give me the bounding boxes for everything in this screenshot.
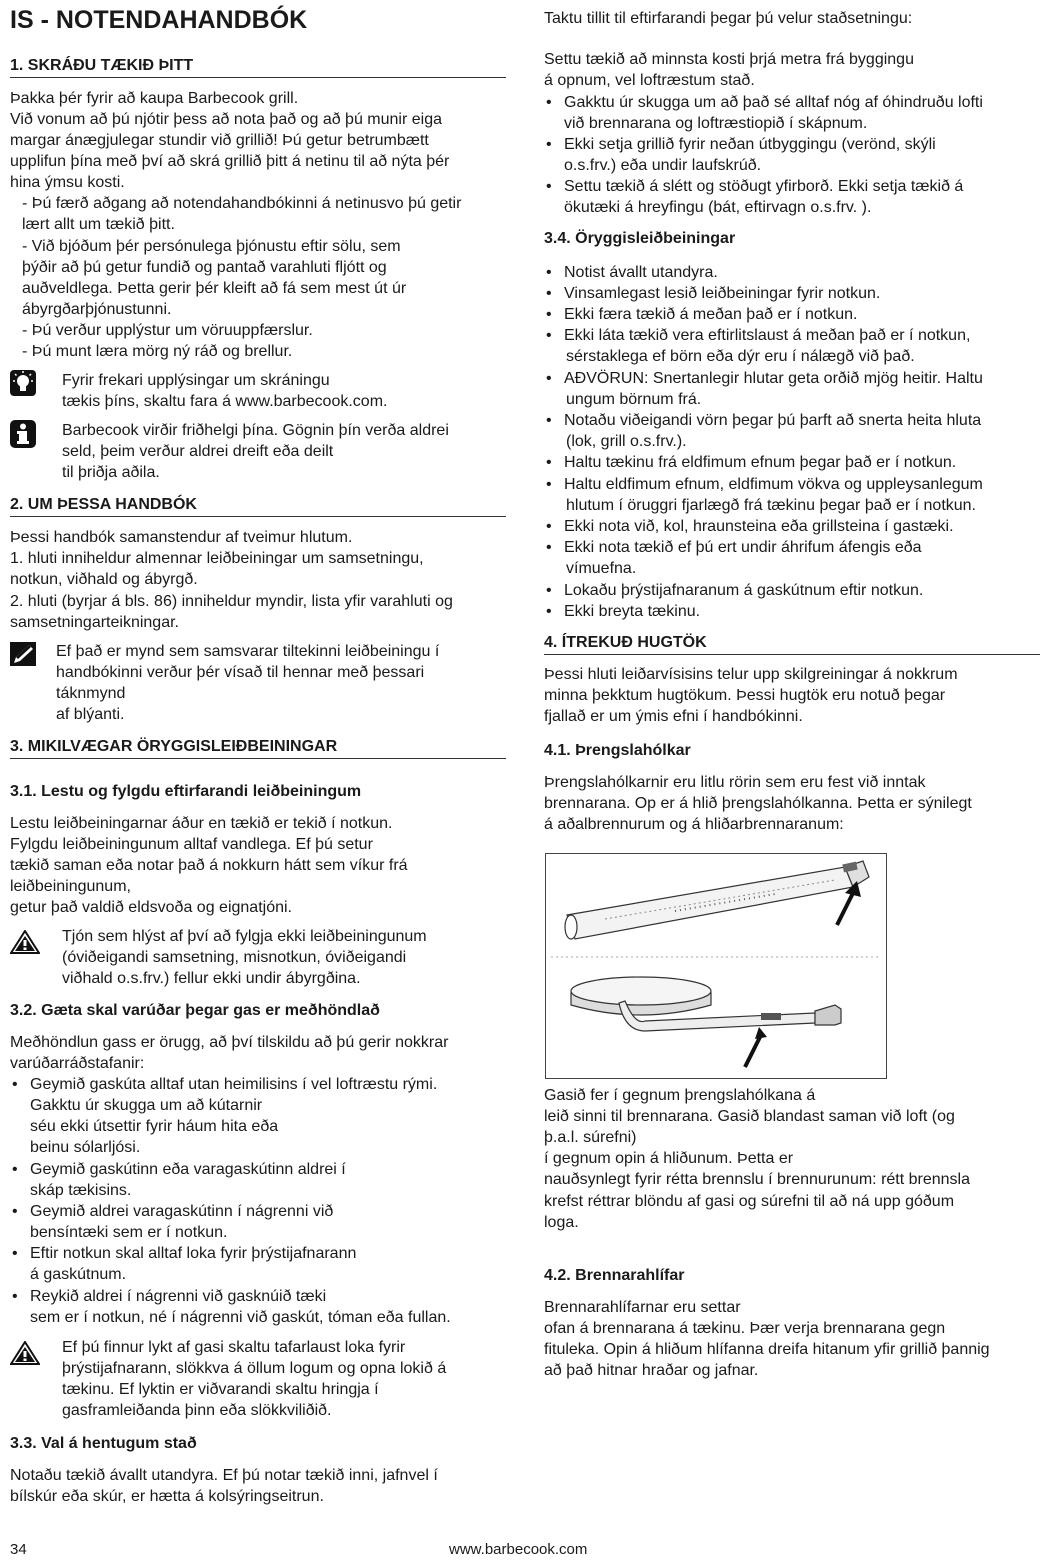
paragraph-line: Þakka þér fyrir að kaupa Barbecook grill. — [10, 90, 299, 107]
venturi-tube-illustration — [545, 853, 887, 1079]
bullet-continuation: (lok, grill o.s.frv.). — [566, 433, 687, 450]
warning-icon — [10, 1341, 40, 1365]
bullet-continuation: við brennarana og loftræstiopið í skápnum. — [564, 115, 868, 132]
bullet-continuation: sem er í notkun, né í nágrenni við gaskút, tóman eða fullan. — [30, 1309, 451, 1326]
paragraph-line: varúðarráðstafanir: — [10, 1055, 145, 1072]
subsection-4-1-heading: 4.1. Þrengslahólkar — [544, 742, 691, 759]
paragraph-line: getur það valdið eldsvoða og eignatjóni. — [10, 899, 292, 916]
note-line: Fyrir frekari upplýsingar um skráningu — [62, 372, 330, 389]
bullet-item: • Ekki nota tækið ef þú ert undir áhrifum áfengis eða — [544, 538, 922, 559]
paragraph-line: Fylgdu leiðbeiningunum alltaf vandlega. Ef þú setur — [10, 836, 373, 853]
paragraph-line: í gegnum opin á hliðunum. Þetta er — [544, 1150, 794, 1167]
bullet-continuation: sérstaklega ef börn eða dýr eru í nálægð við það. — [566, 348, 915, 365]
bullet-continuation: bensíntæki sem er í notkun. — [30, 1224, 228, 1241]
section-4-heading: 4. ÍTREKUÐ HUGTÖK — [544, 634, 707, 651]
paragraph-line: tækið saman eða notar það á nokkurn hátt sem víkur frá — [10, 857, 408, 874]
warning-line: tækinu. Ef lyktin er viðvarandi skaltu hringja í — [62, 1381, 379, 1398]
warning-line: Tjón sem hlýst af því að fylgja ekki leiðbeiningunum — [62, 928, 427, 945]
paragraph-line: notkun, viðhald og ábyrgð. — [10, 571, 198, 588]
bullet-continuation: á gaskútnum. — [30, 1266, 127, 1283]
paragraph-line: hina ýmsu kosti. — [10, 174, 125, 191]
paragraph-line: fjallað er um ýmis efni í handbókinni. — [544, 708, 803, 725]
bullet-item: • Ekki láta tækið vera eftirlitslaust á meðan það er í notkun, — [544, 326, 970, 347]
section-rule — [544, 654, 1040, 655]
bullet-item: • Haltu eldfimum efnum, eldfimum vökva og uppleysanlegum — [544, 475, 983, 496]
dash-item: ábyrgðarþjónustunni. — [22, 301, 172, 318]
bullet-item: • Ekki breyta tækinu. — [544, 602, 700, 623]
note-line: Ef það er mynd sem samsvarar tiltekinni leiðbeiningu í — [56, 643, 440, 660]
paragraph-line: samsetningarteikningar. — [10, 614, 179, 631]
paragraph-line: fituleka. Opin á hliðum hlífanna dreifa hitanum yfir grillið þannig — [544, 1341, 990, 1358]
bullet-item: • Geymið gaskútinn eða varagaskútinn aldrei í — [10, 1160, 346, 1181]
paragraph-line: leiðbeiningunum, — [10, 878, 131, 895]
note-line: til þriðja aðila. — [62, 464, 160, 481]
paragraph-line: 2. hluti (byrjar á bls. 86) inniheldur myndir, lista yfir varahluti og — [10, 593, 453, 610]
section-rule — [10, 516, 506, 517]
paragraph-line: Taktu tillit til eftirfarandi þegar þú velur staðsetningu: — [544, 10, 913, 27]
note-line: handbókinni verður þér vísað til hennar með þessari — [56, 664, 425, 681]
bullet-item: • Settu tækið á slétt og stöðugt yfirborð. Ekki setja tækið á — [544, 177, 963, 198]
paragraph-line: Brennarahlífarnar eru settar — [544, 1299, 741, 1316]
bullet-item: • Geymið gaskúta alltaf utan heimilisins í vel loftræstu rými. — [10, 1075, 437, 1096]
section-1-heading: 1. SKRÁÐU TÆKIÐ ÞITT — [10, 57, 194, 74]
bullet-continuation: o.s.frv.) eða undir laufskrúð. — [564, 157, 762, 174]
note-line: af blýanti. — [56, 706, 125, 723]
warning-icon — [10, 930, 40, 954]
warning-line: þrýstijafnarann, slökkva á öllum logum og opna lokið á — [62, 1360, 447, 1377]
info-icon — [10, 420, 36, 448]
dash-item: - Við bjóðum þér persónulega þjónustu eftir sölu, sem — [22, 238, 401, 255]
dash-item: auðveldlega. Þetta gerir þér kleift að fá sem mest út úr — [22, 280, 407, 297]
paragraph-line: 1. hluti inniheldur almennar leiðbeiningar um samsetningu, — [10, 550, 424, 567]
warning-line: (óviðeigandi samsetning, misnotkun, óviðeigandi — [62, 949, 407, 966]
subsection-3-2-heading: 3.2. Gæta skal varúðar þegar gas er meðhöndlað — [10, 1002, 380, 1019]
subsection-3-1-heading: 3.1. Lestu og fylgdu eftirfarandi leiðbeiningum — [10, 783, 362, 800]
bullet-continuation: ungum börnum frá. — [566, 391, 702, 408]
dash-item: - Þú munt læra mörg ný ráð og brellur. — [22, 343, 293, 360]
subsection-3-4-heading: 3.4. Öryggisleiðbeiningar — [544, 230, 736, 247]
paragraph-line: Gasið fer í gegnum þrengslahólkana á — [544, 1087, 816, 1104]
note-line: tækis þíns, skaltu fara á www.barbecook.com. — [62, 393, 388, 410]
warning-line: Ef þú finnur lykt af gasi skaltu tafarlaust loka fyrir — [62, 1339, 406, 1356]
paragraph-line: margar ánægjulegar stundir við grillið! Þú getur betrumbætt — [10, 132, 429, 149]
paragraph-line: krefst réttrar blöndu af gasi og súrefni til að ná upp góðum — [544, 1193, 955, 1210]
paragraph-line: Notaðu tækið ávallt utandyra. Ef þú notar tækið inni, jafnvel í — [10, 1467, 438, 1484]
paragraph-line: að það hitnar hraðar og jafnar. — [544, 1362, 759, 1379]
subsection-4-2-heading: 4.2. Brennarahlífar — [544, 1267, 685, 1284]
paragraph-line: leið sinni til brennarana. Gasið blandast saman við loft (og — [544, 1108, 955, 1125]
bullet-item: • Vinsamlegast lesið leiðbeiningar fyrir notkun. — [544, 284, 880, 305]
subsection-3-3-heading: 3.3. Val á hentugum stað — [10, 1435, 197, 1452]
bullet-item: • AÐVÖRUN: Snertanlegir hlutar geta orðið mjög heitir. Haltu — [544, 369, 983, 390]
bullet-item: • Geymið aldrei varagaskútinn í nágrenni við — [10, 1202, 333, 1223]
dash-item: þýðir að þú getur fundið og pantað varahluti fljótt og — [22, 259, 387, 276]
page-number: 34 — [10, 1541, 27, 1558]
bullet-continuation: ökutæki á hreyfingu (bát, eftirvagn o.s.frv. ). — [564, 199, 872, 216]
note-line: Barbecook virðir friðhelgi þína. Gögnin þín verða aldrei — [62, 422, 449, 439]
note-line: seld, þeim verður aldrei dreift eða deilt — [62, 443, 334, 460]
section-3-heading: 3. MIKILVÆGAR ÖRYGGISLEIÐBEININGAR — [10, 738, 338, 755]
paragraph-line: brennarana. Op er á hlið þrengslahólkanna. Þetta er sýnilegt — [544, 795, 972, 812]
dash-item: - Þú verður upplýstur um vöruuppfærslur. — [22, 322, 313, 339]
bullet-continuation: skáp tækisins. — [30, 1182, 132, 1199]
bullet-item: • Gakktu úr skugga um að það sé alltaf nóg af óhindruðu lofti — [544, 93, 983, 114]
paragraph-line: upplifun þína með því að skrá grillið þitt á netinu til að nýta þér — [10, 153, 450, 170]
bullet-item: • Reykið aldrei í nágrenni við gasknúið tæki — [10, 1287, 326, 1308]
bullet-item: • Lokaðu þrýstijafnaranum á gaskútnum eftir notkun. — [544, 581, 923, 602]
pencil-icon — [10, 642, 36, 666]
bullet-item: • Ekki færa tækið á meðan það er í notkun. — [544, 305, 857, 326]
footer-url[interactable]: www.barbecook.com — [449, 1541, 588, 1558]
paragraph-line: ofan á brennarana á tækinu. Þær verja brennarana gegn — [544, 1320, 946, 1337]
warning-line: gasframleiðanda þinn eða slökkviliðið. — [62, 1402, 332, 1419]
section-rule — [10, 77, 506, 78]
paragraph-line: Lestu leiðbeiningarnar áður en tækið er tekið í notkun. — [10, 815, 393, 832]
bullet-item: • Notaðu viðeigandi vörn þegar þú þarft að snerta heita hluta — [544, 411, 981, 432]
bullet-item: • Notist ávallt utandyra. — [544, 263, 718, 284]
bullet-item: • Ekki setja grillið fyrir neðan útbyggingu (verönd, skýli — [544, 135, 936, 156]
paragraph-line: minna þekktum hugtökum. Þessi hugtök eru notuð þegar — [544, 687, 946, 704]
paragraph-line: bílskúr eða skúr, er hætta á kolsýringseitrun. — [10, 1488, 324, 1505]
section-rule — [10, 758, 506, 759]
dash-item: lært allt um tækið þitt. — [22, 216, 175, 233]
bullet-continuation: hlutum í öruggri fjarlægð frá tækinu þegar það er í notkun. — [566, 497, 976, 514]
paragraph-line: Þrengslahólkarnir eru litlu rörin sem eru fest við inntak — [544, 774, 926, 791]
paragraph-line: nauðsynlegt fyrir rétta brennslu í brennurunum: rétt brennsla — [544, 1171, 971, 1188]
paragraph-line: á opnum, vel loftræstum stað. — [544, 72, 755, 89]
bullet-continuation: beinu sólarljósi. — [30, 1139, 141, 1156]
document-title: IS - NOTENDAHANDBÓK — [10, 6, 308, 34]
bullet-item: • Ekki nota við, kol, hraunsteina eða grillsteina í gastæki. — [544, 517, 954, 538]
paragraph-line: á aðalbrennurum og á hliðarbrennaranum: — [544, 816, 844, 833]
dash-item: - Þú færð aðgang að notendahandbókinni á netinusvo þú getir — [22, 195, 462, 212]
bullet-continuation: Gakktu úr skugga um að kútarnir — [30, 1097, 263, 1114]
bullet-continuation: vímuefna. — [566, 560, 637, 577]
paragraph-line: Meðhöndlun gass er örugg, að því tilskildu að þú gerir nokkrar — [10, 1034, 449, 1051]
bullet-continuation: séu ekki útsettir fyrir háum hita eða — [30, 1118, 279, 1135]
lightbulb-icon — [10, 370, 36, 396]
paragraph-line: Þessi hluti leiðarvísisins telur upp skilgreiningar á nokkrum — [544, 666, 958, 683]
paragraph-line: Settu tækið að minnsta kosti þrjá metra frá byggingu — [544, 51, 914, 68]
bullet-item: • Eftir notkun skal alltaf loka fyrir þrýstijafnarann — [10, 1244, 356, 1265]
paragraph-line: þ.a.l. súrefni) — [544, 1129, 637, 1146]
section-2-heading: 2. UM ÞESSA HANDBÓK — [10, 496, 197, 513]
paragraph-line: Þessi handbók samanstendur af tveimur hlutum. — [10, 529, 353, 546]
paragraph-line: Við vonum að þú njótir þess að nota það og að þú munir eiga — [10, 111, 442, 128]
note-line: táknmynd — [56, 685, 126, 702]
paragraph-line: loga. — [544, 1214, 579, 1231]
warning-line: viðhald o.s.frv.) fellur ekki undir ábyrgðina. — [62, 970, 361, 987]
bullet-item: • Haltu tækinu frá eldfimum efnum þegar það er í notkun. — [544, 453, 956, 474]
